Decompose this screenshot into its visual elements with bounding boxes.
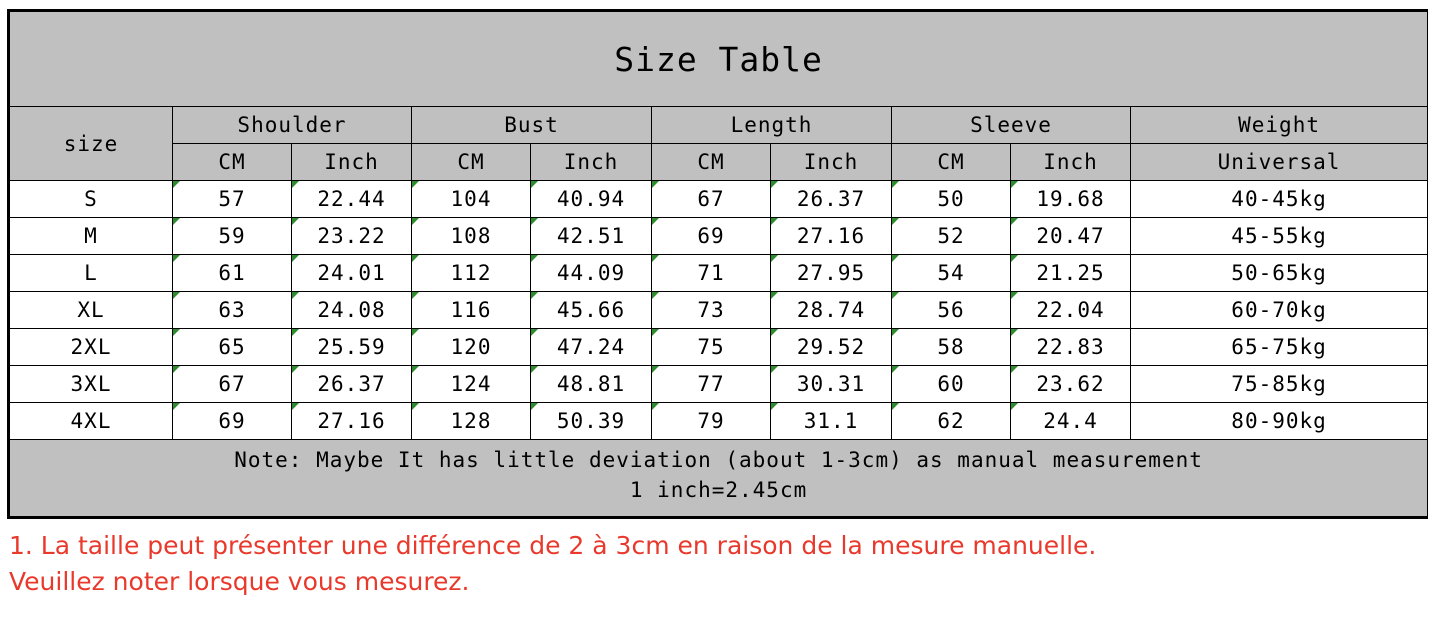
- cell-shoulder-cm: 59: [173, 218, 292, 255]
- cell-bust-inch: 50.39: [531, 403, 652, 440]
- cell-weight: 60-70kg: [1131, 292, 1428, 329]
- header-weight: Weight: [1131, 107, 1428, 144]
- cell-sleeve-cm: 60: [892, 366, 1011, 403]
- cell-bust-cm: 104: [412, 181, 531, 218]
- header-bust-cm: CM: [412, 144, 531, 181]
- cell-sleeve-cm: 50: [892, 181, 1011, 218]
- note-line-1: Note: Maybe It has little deviation (about 1-3cm) as manual measurement: [234, 448, 1203, 472]
- note-line-2: 1 inch=2.45cm: [629, 477, 808, 502]
- cell-bust-inch: 44.09: [531, 255, 652, 292]
- cell-sleeve-inch: 19.68: [1011, 181, 1131, 218]
- cell-length-cm: 67: [652, 181, 771, 218]
- cell-bust-inch: 48.81: [531, 366, 652, 403]
- cell-size: S: [10, 181, 173, 218]
- cell-length-cm: 69: [652, 218, 771, 255]
- cell-length-cm: 73: [652, 292, 771, 329]
- cell-length-inch: 27.16: [771, 218, 892, 255]
- cell-shoulder-inch: 24.08: [292, 292, 412, 329]
- cell-shoulder-inch: 25.59: [292, 329, 412, 366]
- cell-bust-cm: 116: [412, 292, 531, 329]
- cell-sleeve-inch: 23.62: [1011, 366, 1131, 403]
- table-row: [10, 403, 1428, 440]
- cell-size: 3XL: [10, 366, 173, 403]
- cell-length-inch: 29.52: [771, 329, 892, 366]
- cell-shoulder-cm: 69: [173, 403, 292, 440]
- cell-sleeve-inch: 24.4: [1011, 403, 1131, 440]
- measurement-note: [10, 440, 1428, 517]
- cell-length-cm: 75: [652, 329, 771, 366]
- header-shoulder-inch: Inch: [292, 144, 412, 181]
- table-note-row: [10, 440, 1428, 517]
- header-length-cm: CM: [652, 144, 771, 181]
- header-sleeve-inch: Inch: [1011, 144, 1131, 181]
- cell-size: M: [10, 218, 173, 255]
- cell-shoulder-cm: 65: [173, 329, 292, 366]
- cell-size: L: [10, 255, 173, 292]
- cell-sleeve-cm: 56: [892, 292, 1011, 329]
- cell-sleeve-inch: 22.04: [1011, 292, 1131, 329]
- table-row: [10, 181, 1428, 218]
- cell-bust-cm: 124: [412, 366, 531, 403]
- header-weight-universal: Universal: [1131, 144, 1428, 181]
- cell-weight: 40-45kg: [1131, 181, 1428, 218]
- cell-sleeve-cm: 62: [892, 403, 1011, 440]
- cell-sleeve-cm: 54: [892, 255, 1011, 292]
- cell-size: 2XL: [10, 329, 173, 366]
- size-table: [9, 11, 1428, 517]
- header-sleeve-cm: CM: [892, 144, 1011, 181]
- cell-sleeve-cm: 58: [892, 329, 1011, 366]
- table-row: [10, 255, 1428, 292]
- cell-weight: 65-75kg: [1131, 329, 1428, 366]
- french-disclaimer: [9, 528, 1429, 600]
- cell-shoulder-cm: 63: [173, 292, 292, 329]
- cell-length-cm: 71: [652, 255, 771, 292]
- cell-size: 4XL: [10, 403, 173, 440]
- cell-length-cm: 77: [652, 366, 771, 403]
- table-unit-header-row: [10, 144, 1428, 181]
- header-shoulder-cm: CM: [173, 144, 292, 181]
- cell-bust-cm: 128: [412, 403, 531, 440]
- cell-length-cm: 79: [652, 403, 771, 440]
- cell-length-inch: 31.1: [771, 403, 892, 440]
- cell-shoulder-inch: 23.22: [292, 218, 412, 255]
- cell-shoulder-cm: 57: [173, 181, 292, 218]
- table-title-row: [10, 12, 1428, 107]
- cell-length-inch: 27.95: [771, 255, 892, 292]
- cell-bust-cm: 112: [412, 255, 531, 292]
- header-bust: Bust: [412, 107, 652, 144]
- table-row: [10, 366, 1428, 403]
- header-bust-inch: Inch: [531, 144, 652, 181]
- table-group-header-row: [10, 107, 1428, 144]
- cell-size: XL: [10, 292, 173, 329]
- header-sleeve: Sleeve: [892, 107, 1131, 144]
- table-row: [10, 329, 1428, 366]
- cell-weight: 50-65kg: [1131, 255, 1428, 292]
- header-length-inch: Inch: [771, 144, 892, 181]
- cell-shoulder-inch: 27.16: [292, 403, 412, 440]
- cell-sleeve-inch: 22.83: [1011, 329, 1131, 366]
- cell-bust-cm: 120: [412, 329, 531, 366]
- table-row: [10, 218, 1428, 255]
- cell-bust-inch: 40.94: [531, 181, 652, 218]
- cell-weight: 80-90kg: [1131, 403, 1428, 440]
- cell-shoulder-inch: 26.37: [292, 366, 412, 403]
- cell-sleeve-inch: 20.47: [1011, 218, 1131, 255]
- cell-bust-inch: 47.24: [531, 329, 652, 366]
- cell-shoulder-cm: 61: [173, 255, 292, 292]
- cell-length-inch: 26.37: [771, 181, 892, 218]
- french-disclaimer-line-2: Veuillez noter lorsque vous mesurez.: [9, 567, 470, 596]
- header-length: Length: [652, 107, 892, 144]
- cell-length-inch: 28.74: [771, 292, 892, 329]
- table-row: [10, 292, 1428, 329]
- cell-shoulder-inch: 24.01: [292, 255, 412, 292]
- french-disclaimer-line-1: 1. La taille peut présenter une différence de 2 à 3cm en raison de la mesure manuelle.: [9, 531, 1097, 560]
- cell-bust-cm: 108: [412, 218, 531, 255]
- header-size: size: [10, 107, 173, 181]
- page-title: Size Table: [10, 12, 1428, 107]
- cell-shoulder-inch: 22.44: [292, 181, 412, 218]
- cell-length-inch: 30.31: [771, 366, 892, 403]
- header-shoulder: Shoulder: [173, 107, 412, 144]
- cell-shoulder-cm: 67: [173, 366, 292, 403]
- size-table-container: [7, 9, 1428, 519]
- cell-sleeve-inch: 21.25: [1011, 255, 1131, 292]
- cell-bust-inch: 42.51: [531, 218, 652, 255]
- cell-bust-inch: 45.66: [531, 292, 652, 329]
- cell-sleeve-cm: 52: [892, 218, 1011, 255]
- cell-weight: 75-85kg: [1131, 366, 1428, 403]
- cell-weight: 45-55kg: [1131, 218, 1428, 255]
